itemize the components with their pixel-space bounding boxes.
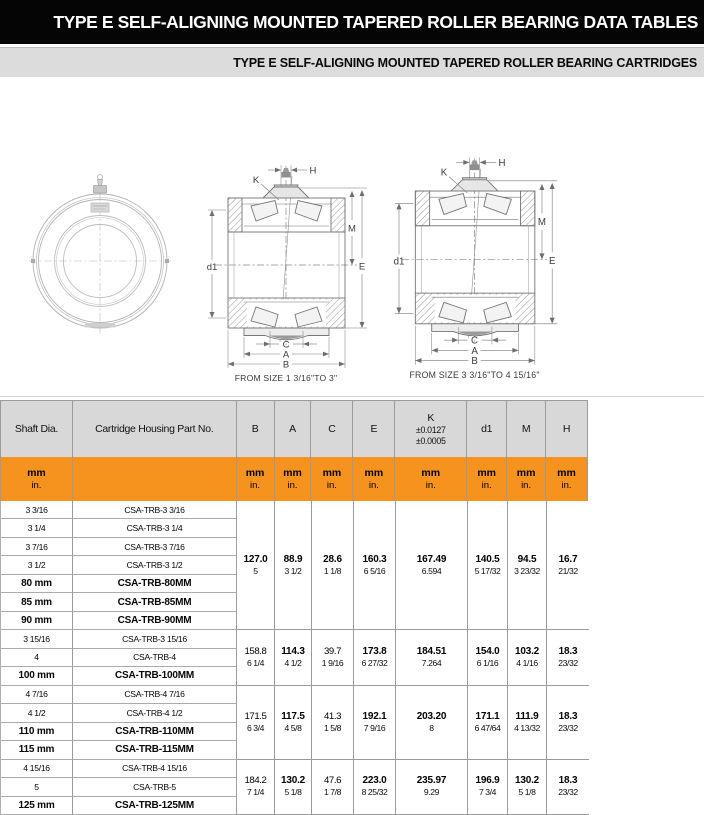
dimension-cell: 192.1 7 9/16 [354, 686, 396, 759]
shaft-dia-cell: 4 [1, 649, 73, 667]
col-header-H: H [546, 401, 588, 457]
dim-label-E: E [548, 256, 556, 268]
table-row [1, 575, 237, 593]
page-subtitle: TYPE E SELF-ALIGNING MOUNTED TAPERED ROLLER BEARING CARTRIDGES [233, 55, 697, 70]
dim-label-A: A [471, 345, 478, 357]
dimension-cell: 28.6 1 1/8 [312, 501, 354, 629]
table-row [1, 630, 237, 648]
dim-label-M: M [348, 223, 356, 235]
shaft-dia-cell: 3 1/4 [1, 519, 73, 537]
dim-label-C: C [471, 335, 479, 347]
figure-caption: FROM SIZE 1 3/16"TO 3" [234, 373, 338, 383]
part-no-cell: CSA-TRB-4 7/16 [73, 686, 237, 704]
table-row [1, 723, 237, 741]
grease-fitting-icon [471, 160, 478, 164]
dimension-cell: 47.6 1 7/8 [312, 760, 354, 814]
dimension-cell: 223.0 8 25/32 [354, 760, 396, 814]
k-tolerance-mm: ±0.0127 [415, 424, 446, 435]
table-row [1, 667, 237, 685]
dimension-cell: 117.5 4 5/8 [275, 686, 312, 759]
table-row [1, 501, 237, 519]
dimension-cell: 160.3 6 5/16 [354, 501, 396, 629]
part-no-cell: CSA-TRB-80MM [73, 575, 237, 593]
part-no-cell: CSA-TRB-100MM [73, 667, 237, 685]
dimension-cell: 18.3 23/32 [558, 775, 578, 798]
units-cell: mm in. [353, 457, 395, 501]
k-tolerance-in: ±0.0005 [415, 435, 446, 446]
col-header-B: B [237, 401, 275, 457]
shaft-dia-cell: 5 [1, 778, 73, 796]
col-header-shaft-dia: Shaft Dia. [1, 401, 73, 457]
table-row [1, 649, 237, 667]
units-cell: mm in. [1, 457, 73, 501]
col-header-C: C [311, 401, 353, 457]
shaft-dia-cell: 3 1/2 [1, 556, 73, 574]
shaft-dia-cell: 125 mm [1, 797, 73, 815]
dimension-cell: 140.5 5 17/32 [468, 501, 508, 629]
dimension-cell: 184.2 7 1/4 [237, 760, 275, 814]
shaft-dia-cell: 3 15/16 [1, 630, 73, 648]
dimension-cell: 203.20 8 [396, 686, 468, 759]
shaft-dia-cell: 4 15/16 [1, 760, 73, 778]
dimension-cell: 154.0 6 1/16 [468, 630, 508, 684]
dim-label-K: K [252, 175, 260, 186]
col-header-E: E [353, 401, 395, 457]
name-plate [91, 203, 109, 212]
table-body [0, 501, 588, 815]
dim-label-B: B [282, 359, 290, 371]
page-title: TYPE E SELF-ALIGNING MOUNTED TAPERED ROLLER BEARING DATA TABLES [53, 11, 698, 32]
roller-top-right [484, 194, 512, 215]
part-no-cell: CSA-TRB-125MM [73, 797, 237, 815]
dimension-group-row [237, 501, 589, 630]
shaft-dia-cell: 80 mm [1, 575, 73, 593]
roller-top-left [251, 201, 278, 222]
dimension-cell: 130.2 5 1/8 [275, 760, 312, 814]
units-cell: mm in. [275, 457, 312, 501]
dim-label-K: K [440, 167, 448, 179]
part-no-cell: CSA-TRB-4 15/16 [73, 760, 237, 778]
table-header-row [0, 400, 588, 457]
part-no-cell: CSA-TRB-110MM [73, 723, 237, 741]
units-cell-empty [73, 457, 237, 501]
dimension-cell: 173.8 6 27/32 [354, 630, 396, 684]
table-row [1, 704, 237, 722]
table-row [1, 741, 237, 759]
divider [0, 396, 704, 397]
shaft-dia-cell: 100 mm [1, 667, 73, 685]
part-no-cell: CSA-TRB-5 [73, 778, 237, 796]
front-view-figure [25, 165, 175, 335]
table-row [1, 686, 237, 704]
col-header-K: K ±0.0127 ±0.0005 [395, 401, 467, 457]
shaft-dia-cell: 3 3/16 [1, 501, 73, 519]
bearing-data-table [0, 400, 588, 815]
col-header-A: A [275, 401, 312, 457]
part-no-cell: CSA-TRB-3 1/2 [73, 556, 237, 574]
table-row [1, 612, 237, 630]
dimension-cell: 171.5 6 3/4 [237, 686, 275, 759]
dim-label-d1: d1 [393, 256, 405, 268]
shaft-dia-cell: 4 1/2 [1, 704, 73, 722]
table-row [1, 556, 237, 574]
figure-caption: FROM SIZE 3 3/16"TO 4 15/16" [409, 369, 540, 380]
dim-label-B: B [471, 356, 478, 368]
part-no-cell: CSA-TRB-3 3/16 [73, 501, 237, 519]
dim-label-d1: d1 [206, 262, 218, 273]
dimension-cell: 196.9 7 3/4 [468, 760, 508, 814]
dimension-cell: 111.9 4 13/32 [508, 686, 547, 759]
shaft-part-rows [1, 501, 237, 815]
dimension-cell: 158.8 6 1/4 [237, 630, 275, 684]
part-no-cell: CSA-TRB-3 7/16 [73, 538, 237, 556]
dim-label-H: H [498, 158, 506, 169]
dimension-groups [237, 501, 589, 815]
units-cell: mm in. [507, 457, 546, 501]
dimension-cell: 167.49 6.594 [396, 501, 468, 629]
col-header-M: M [507, 401, 546, 457]
bottom-stamp [85, 323, 115, 328]
table-row [1, 538, 237, 556]
dimension-cell: 184.51 7.264 [396, 630, 468, 684]
dimension-cell: 103.2 4 1/16 [508, 630, 547, 684]
table-row [1, 778, 237, 796]
dimension-cell: 18.3 23/32 [558, 710, 578, 733]
dimension-cell: 130.2 5 1/8 [508, 760, 547, 814]
table-row [1, 519, 237, 537]
dim-label-E: E [358, 261, 366, 273]
units-cell: mm in. [311, 457, 353, 501]
part-no-cell: CSA-TRB-4 1/2 [73, 704, 237, 722]
units-cell: mm in. [395, 457, 467, 501]
shaft-dia-cell: 115 mm [1, 741, 73, 759]
dimension-cell: 114.3 4 1/2 [275, 630, 312, 684]
cross-section-large-figure [378, 142, 564, 382]
center-lines [29, 193, 171, 333]
dimension-group-row [237, 760, 589, 815]
dim-label-M: M [537, 217, 547, 229]
part-no-cell: CSA-TRB-3 15/16 [73, 630, 237, 648]
dim-label-A: A [282, 349, 290, 361]
dim-label-H: H [309, 165, 317, 177]
part-no-cell: CSA-TRB-90MM [73, 612, 237, 630]
part-no-cell: CSA-TRB-85MM [73, 593, 237, 611]
part-no-cell: CSA-TRB-115MM [73, 741, 237, 759]
roller-top-left [439, 194, 467, 215]
shaft-dia-cell: 3 7/16 [1, 538, 73, 556]
dimension-cell: 235.97 9.29 [396, 760, 468, 814]
part-no-cell: CSA-TRB-3 1/4 [73, 519, 237, 537]
table-row [1, 593, 237, 611]
units-row [0, 457, 588, 501]
col-header-d1: d1 [467, 401, 507, 457]
dimension-group-row [237, 630, 589, 685]
title-bar [0, 0, 704, 44]
shaft-dia-cell: 110 mm [1, 723, 73, 741]
units-cell: mm in. [546, 457, 588, 501]
dimension-cell: 41.3 1 5/8 [312, 686, 354, 759]
part-no-cell: CSA-TRB-4 [73, 649, 237, 667]
dimension-group-row [237, 686, 589, 760]
shaft-dia-cell: 90 mm [1, 612, 73, 630]
dimension-cell: 127.0 5 [237, 501, 275, 629]
shaft-dia-cell: 85 mm [1, 593, 73, 611]
grease-fitting-icon [94, 175, 107, 193]
col-header-part-no: Cartridge Housing Part No. [73, 401, 237, 457]
grease-fitting-icon [283, 168, 289, 172]
roller-top-right [295, 201, 322, 222]
dimension-cell: 39.7 1 9/16 [312, 630, 354, 684]
dim-label-C: C [282, 339, 290, 351]
shaft-dia-cell: 4 7/16 [1, 686, 73, 704]
dimension-cell: 16.7 21/32 [558, 553, 578, 576]
units-cell: mm in. [237, 457, 275, 501]
table-row [1, 760, 237, 778]
subtitle-bar [0, 47, 704, 77]
dimension-cell: 171.1 6 47/64 [468, 686, 508, 759]
cross-section-small-figure [195, 150, 370, 385]
units-cell: mm in. [467, 457, 507, 501]
table-row [1, 797, 237, 815]
dimension-cell: 94.5 3 23/32 [508, 501, 547, 629]
dimension-cell: 18.3 23/32 [558, 645, 578, 668]
dimension-cell: 88.9 3 1/2 [275, 501, 312, 629]
